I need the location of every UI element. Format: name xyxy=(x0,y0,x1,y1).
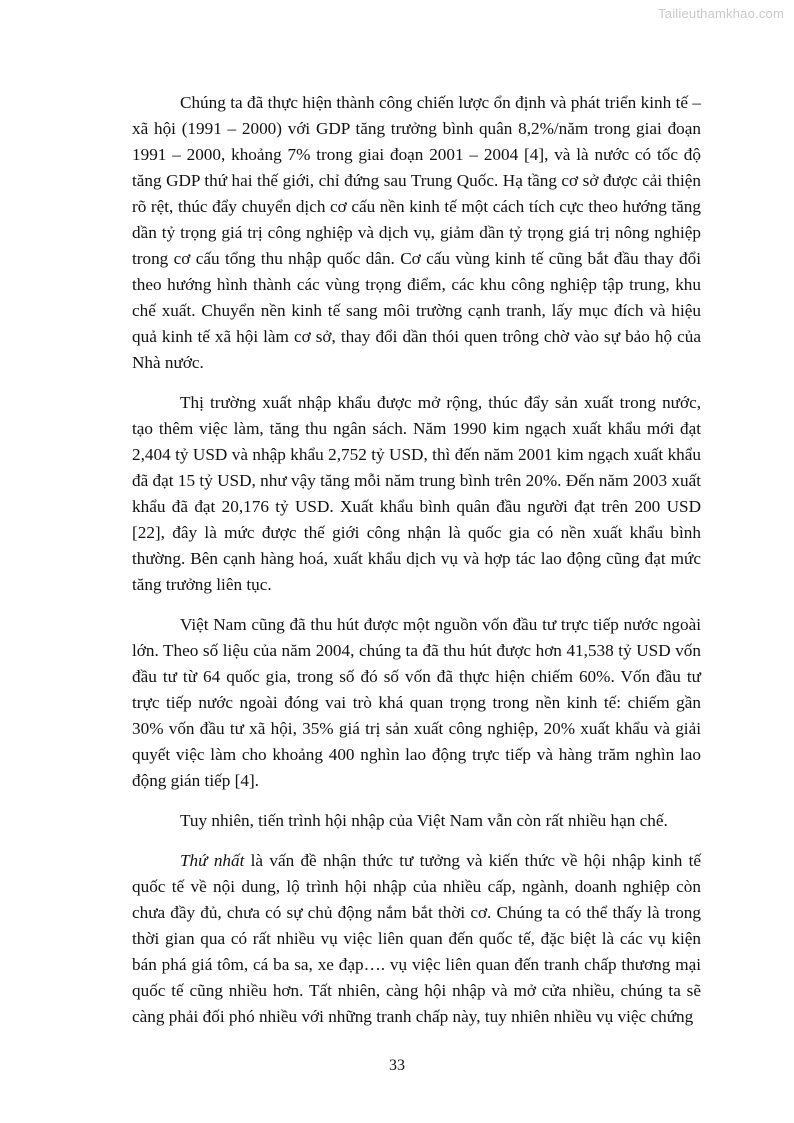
paragraph-growth: Chúng ta đã thực hiện thành công chiến lược ổn định và phát triển kinh tế – xã hội (1991 – 2000) với GDP tăng trưởng bình quân 8,2%/năm trong giai đoạn 1991 – 2000, khoảng 7% trong giai đoạn 2001 – 2004 [4], và là nước có tốc độ tăng GDP thứ hai thế giới, chỉ đứng sau Trung Quốc. Hạ tầng cơ sở được cải thiện rõ rệt, thúc đẩy chuyển dịch cơ cấu nền kinh tế một cách tích cực theo hướng tăng dần tỷ trọng giá trị công nghiệp và dịch vụ, giảm dần tỷ trọng giá trị nông nghiệp trong cơ cấu tổng thu nhập quốc dân. Cơ cấu vùng kinh tế cũng bắt đầu thay đổi theo hướng hình thành các vùng trọng điểm, các khu công nghiệp tập trung, khu chế xuất. Chuyển nền kinh tế sang môi trường cạnh tranh, lấy mục đích và hiệu quả kinh tế xã hội làm cơ sở, thay đổi dần thói quen trông chờ vào sự bảo hộ của Nhà nước. xyxy=(132,93,701,372)
watermark: Tailieuthamkhao.com xyxy=(658,6,784,21)
paragraph-lead-italic: Thứ nhất xyxy=(180,851,245,870)
paragraph-first-limitation-text: là vấn đề nhận thức tư tưởng và kiến thức về hội nhập kinh tế quốc tế về nội dung, lộ trình hội nhập của nhiều cấp, ngành, doanh nghiệp còn chưa đầy đủ, chưa có sự chủ động nắm bắt thời cơ. Chúng ta có thể thấy là trong thời gian qua có rất nhiều vụ việc liên quan đến quốc tế, đặc biệt là các vụ kiện bán phá giá tôm, cá ba sa, xe đạp…. vụ việc liên quan đến tranh chấp thương mại quốc tế cũng nhiều hơn. Tất nhiên, càng hội nhập và mở cửa nhiều, chúng ta sẽ càng phải đối phó nhiều với những tranh chấp này, tuy nhiên nhiều vụ việc chứng xyxy=(132,851,701,1026)
paragraph-limitations-intro: Tuy nhiên, tiến trình hội nhập của Việt Nam vẫn còn rất nhiều hạn chế. xyxy=(180,811,668,830)
paragraph-trade: Thị trường xuất nhập khẩu được mở rộng, thúc đẩy sản xuất trong nước, tạo thêm việc làm, tăng thu ngân sách. Năm 1990 kim ngạch xuất khẩu mới đạt 2,404 tỷ USD và nhập khẩu 2,752 tỷ USD, thì đến năm 2001 kim ngạch xuất khẩu đã đạt 15 tỷ USD, như vậy tăng mỗi năm trung bình trên 20%. Đến năm 2003 xuất khẩu đã đạt 20,176 tỷ USD. Xuất khẩu bình quân đầu người đạt trên 200 USD [22], đây là mức được thế giới công nhận là quốc gia có nền xuất khẩu bình thường. Bên cạnh hàng hoá, xuất khẩu dịch vụ và hợp tác lao động cũng đạt mức tăng trưởng liên tục. xyxy=(132,393,701,594)
paragraph-fdi: Việt Nam cũng đã thu hút được một nguồn vốn đầu tư trực tiếp nước ngoài lớn. Theo số liệu của năm 2004, chúng ta đã thu hút được hơn 41,538 tỷ USD vốn đầu tư từ 64 quốc gia, trong số đó số vốn đã thực hiện chiếm 60%. Vốn đầu tư trực tiếp nước ngoài đóng vai trò khá quan trọng trong nền kinh tế: chiếm gần 30% vốn đầu tư xã hội, 35% giá trị sản xuất công nghiệp, 20% xuất khẩu và giải quyết việc làm cho khoảng 400 nghìn lao động trực tiếp và hàng trăm nghìn lao động gián tiếp [4]. xyxy=(132,615,701,790)
document-body xyxy=(132,90,701,1044)
page-number: 33 xyxy=(389,1057,405,1074)
paragraph-first-limitation xyxy=(132,848,701,1030)
